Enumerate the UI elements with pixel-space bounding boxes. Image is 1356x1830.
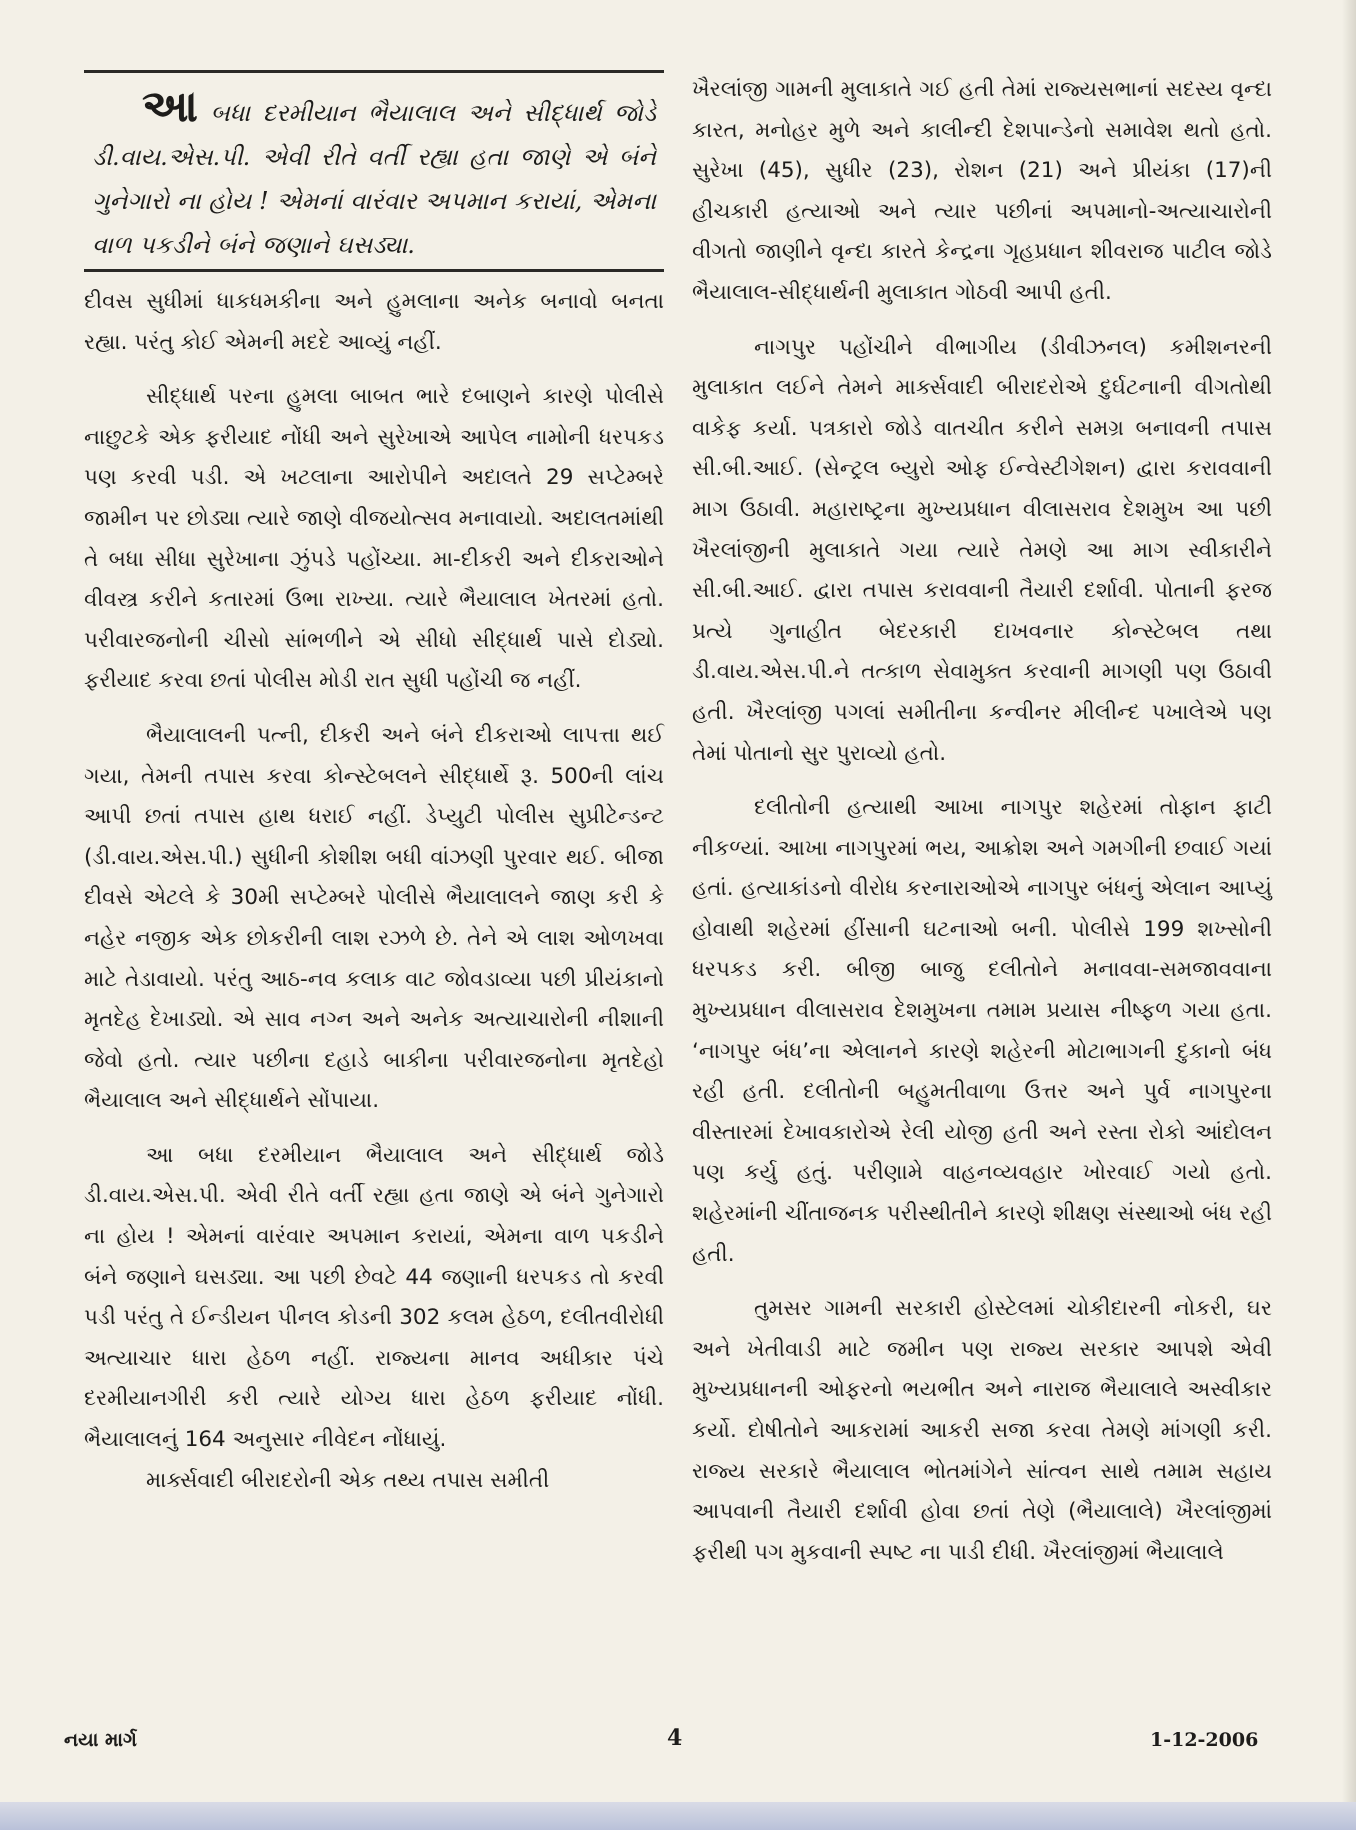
paragraph: માર્ક્સવાદી બીરાદરોની એક તથ્ય તપાસ સમીતી — [146, 1467, 550, 1493]
left-column — [84, 70, 664, 1501]
paragraph: દલીતોની હત્યાથી આખા નાગપુર શહેરમાં તોફાન ફાટી નીકળ્યાં. આખા નાગપુરમાં ભય, આક્રોશ અને ગમગીની છવાઈ ગયાં હતાં. હત્યાકાંડનો વીરોધ કરનારાઓએ નાગપુર બંધનું એલાન આપ્યું હોવાથી શહેરમાં હીંસાની ઘટનાઓ બની. પોલીસે 199 શખ્સોની ધરપકડ કરી. બીજી બાજુ દલીતોને મનાવવા-સમજાવવાના મુખ્યપ્રધાન વીલાસરાવ દેશમુખના તમામ પ્રયાસ નીષ્ફળ ગયા હતા. ‘નાગપુર બંધ’ના એલાનને કારણે શહેરની મોટાભાગની દુકાનો બંધ રહી હતી. દલીતોની બહુમતીવાળા ઉત્તર અને પુર્વ નાગપુરના વીસ્તારમાં દેખાવકારોએ રેલી યોજી હતી અને રસ્તા રોકો આંદોલન પણ કર્યુ હતું. પરીણામે વાહનવ્યવહાર ખોરવાઈ ગયો હતો. શહેરમાંની ચીંતાજનક પરીસ્થીતીને કારણે શીક્ષણ સંસ્થાઓ બંધ રહી હતી. — [692, 795, 1272, 1267]
paragraph: આ બધા દરમીયાન ભૈયાલાલ અને સીદ્ધાર્થ જોડે ડી.વાય.એસ.પી. એવી રીતે વર્તી રહ્યા હતા જાણે એ બંને ગુનેગારો ના હોય ! એમનાં વારંવાર અપમાન કરાયાં, એમના વાળ પકડીને બંને જણાને ઘસડ્યા. આ પછી છેવટે 44 જણાની ધરપકડ તો કરવી પડી પરંતુ તે ઈન્ડીયન પીનલ કોડની 302 કલમ હેઠળ, દલીતવીરોધી અત્યાચાર ધારા હેઠળ નહીં. રાજ્યના માનવ અધીકાર પંચે દરમીયાનગીરી કરી ત્યારે યોગ્ય ધારા હેઠળ ફરીયાદ નોંધી. ભૈયાલાલનું 164 અનુસાર નીવેદન નોંધાયું. — [84, 1142, 664, 1453]
paragraph: ભૈયાલાલની પત્ની, દીકરી અને બંને દીકરાઓ લાપત્તા થઈ ગયા, તેમની તપાસ કરવા કોન્સ્ટેબલને સીદ્ધાર્થે રૂ. 500ની લાંચ આપી છતાં તપાસ હાથ ધરાઈ નહીં. ડેપ્યુટી પોલીસ સુપ્રીટેન્ડન્ટ (ડી.વાય.એસ.પી.) સુધીની કોશીશ બધી વાંઝણી પુરવાર થઈ. બીજા દીવસે એટલે કે 30મી સપ્ટેમ્બરે પોલીસે ભૈયાલાલને જાણ કરી કે નહેર નજીક એક છોકરીની લાશ રઝળે છે. તેને એ લાશ ઓળખવા માટે તેડાવાયો. પરંતુ આઠ-નવ કલાક વાટ જોવડાવ્યા પછી પ્રીયંકાનો મૃતદેહ દેખાડ્યો. એ સાવ નગ્ન અને અનેક અત્યાચારોની નીશાની જેવો હતો. ત્યાર પછીના દહાડે બાકીના પરીવારજનોના મૃતદેહો ભૈયાલાલ અને સીદ્ધાર્થને સોંપાયા. — [84, 722, 664, 1114]
paragraph: તુમસર ગામની સરકારી હોસ્ટેલમાં ચોકીદારની નોકરી, ઘર અને ખેતીવાડી માટે જમીન પણ રાજ્ય સરકાર આપશે એવી મુખ્યપ્રધાનની ઓફરનો ભયભીત અને નારાજ ભૈયાલાલે અસ્વીકાર કર્યો. દોષીતોને આકરામાં આકરી સજા કરવા તેમણે માંગણી કરી. રાજ્ય સરકારે ભૈયાલાલ ભોતમાંગેને સાંત્વન સાથે તમામ સહાય આપવાની તૈયારી દર્શાવી હોવા છતાં તેણે (ભૈયાલાલે) ખૈરલાંજીમાં ફરીથી પગ મુકવાની સ્પષ્ટ ના પાડી દીધી. ખૈરલાંજીમાં ભૈયાલાલે — [692, 1296, 1272, 1565]
pull-quote — [84, 70, 664, 272]
paragraph: સીદ્ધાર્થ પરના હુમલા બાબત ભારે દબાણને કારણે પોલીસે નાછુટકે એક ફરીયાદ નોંધી અને સુરેખાએ આપેલ નામોની ધરપકડ પણ કરવી પડી. એ ખટલાના આરોપીને અદાલતે 29 સપ્ટેમ્બરે જામીન પર છોડ્યા ત્યારે જાણે વીજયોત્સવ મનાવાયો. અદાલતમાંથી તે બધા સીધા સુરેખાના ઝુંપડે પહોંચ્યા. મા-દીકરી અને દીકરાઓને વીવસ્ત્ર કરીને કતારમાં ઉભા રાખ્યા. ત્યારે ભૈયાલાલ ખેતરમાં હતો. પરીવારજનોની ચીસો સાંભળીને એ સીધો સીદ્ધાર્થ પાસે દોડ્યો. ફરીયાદ કરવા છતાં પોલીસ મોડી રાત સુધી પહોંચી જ નહીં. — [84, 384, 664, 694]
page-footer — [0, 1715, 1356, 1775]
right-column — [692, 70, 1272, 1573]
pull-quote-text: બધા દરમીયાન ભૈયાલાલ અને સીદ્ધાર્થ જોડે ડી.વાય.એસ.પી. એવી રીતે વર્તી રહ્યા હતા જાણે એ બંને ગુનેગારો ના હોય ! એમનાં વારંવાર અપમાન કરાયાં, એમના વાળ પકડીને બંને જણાને ઘસડ્યા. — [92, 99, 656, 259]
paragraph: નાગપુર પહોંચીને વીભાગીય (ડીવીઝનલ) કમીશનરની મુલાકાત લઈને તેમને માર્ક્સવાદી બીરાદરોએ દુર્ઘટનાની વીગતોથી વાકેફ કર્યા. પત્રકારો જોડે વાતચીત કરીને સમગ્ર બનાવની તપાસ સી.બી.આઈ. (સેન્ટ્રલ બ્યુરો ઓફ ઈન્વેસ્ટીગેશન) દ્વારા કરાવવાની માગ ઉઠાવી. મહારાષ્ટ્રના મુખ્યપ્રધાન વીલાસરાવ દેશમુખ આ પછી ખૈરલાંજીની મુલાકાતે ગયા ત્યારે તેમણે આ માગ સ્વીકારીને સી.બી.આઈ. દ્વારા તપાસ કરાવવાની તૈયારી દર્શાવી. પોતાની ફરજ પ્રત્યે ગુનાહીત બેદરકારી દાખવનાર કોન્સ્ટેબલ તથા ડી.વાય.એસ.પી.ને તત્કાળ સેવામુક્ત કરવાની માગણી પણ ઉઠાવી હતી. ખૈરલાંજી પગલાં સમીતીના કન્વીનર મીલીન્દ પખાલેએ પણ તેમાં પોતાનો સુર પુરાવ્યો હતો. — [692, 334, 1272, 766]
issue-date: 1-12-2006 — [1150, 1729, 1259, 1751]
paragraph: દીવસ સુધીમાં ધાકધમકીના અને હુમલાના અનેક બનાવો બનતા રહ્યા. પરંતુ કોઈ એમની મદદે આવ્યું નહીં. — [84, 289, 664, 355]
paragraph: ખૈરલાંજી ગામની મુલાકાતે ગઈ હતી તેમાં રાજ્યસભાનાં સદસ્ય વૃન્દા કારત, મનોહર મુળે અને કાલીન્દી દેશપાન્ડેનો સમાવેશ થતો હતો. સુરેખા (45), સુધીર (23), રોશન (21) અને પ્રીયંકા (17)ની હીચકારી હત્યાઓ અને ત્યાર પછીનાં અપમાનો-અત્યાચારોની વીગતો જાણીને વૃન્દા કારતે કેન્દ્રના ગૃહપ્રધાન શીવરાજ પાટીલ જોડે ભૈયાલાલ-સીદ્ધાર્થની મુલાકાત ગોઠવી આપી હતી. — [692, 77, 1272, 305]
pull-quote-lead: આ — [142, 81, 198, 132]
publication-name: નયા માર્ગ — [64, 1729, 137, 1751]
page-number: 4 — [667, 1725, 683, 1751]
scan-background-strip — [0, 1802, 1356, 1830]
page-edge-shadow — [1342, 0, 1356, 1830]
